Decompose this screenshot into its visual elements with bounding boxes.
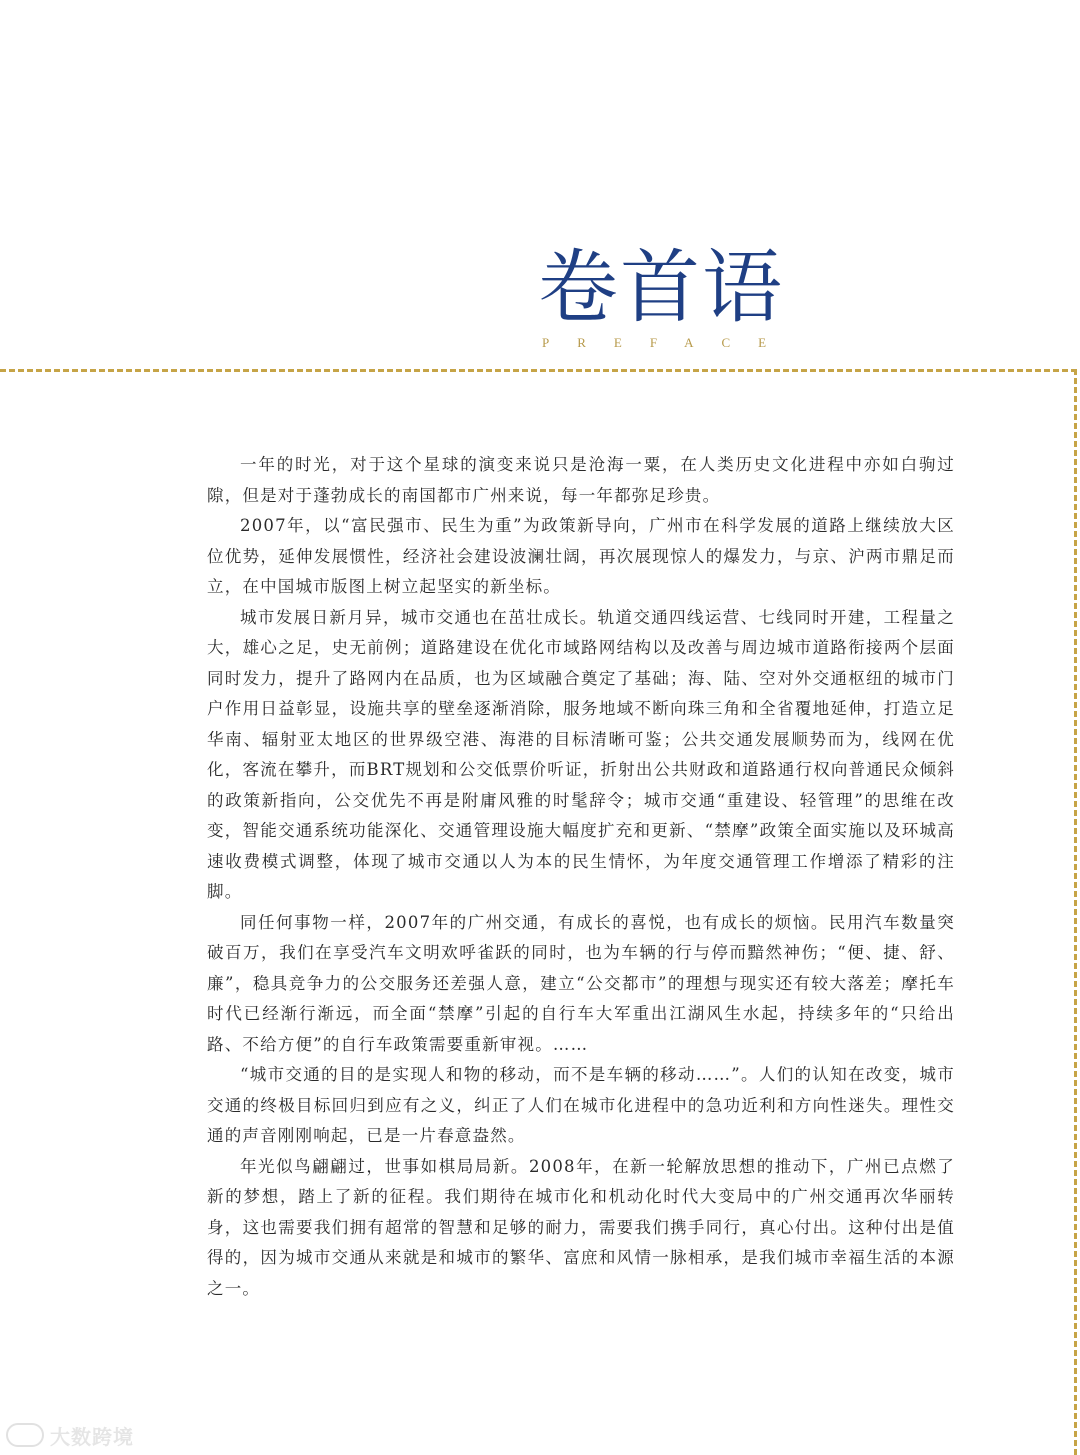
page-title: 卷首语 — [538, 241, 784, 334]
preface-body — [207, 450, 955, 1304]
paragraph: 一年的时光，对于这个星球的演变来说只是沧海一粟，在人类历史文化进程中亦如白驹过隙，但是对于蓬勃成长的南国都市广州来说，每一年都弥足珍贵。 — [207, 455, 955, 505]
watermark-logo-icon — [6, 1423, 44, 1447]
watermark-text: 大数跨境 — [50, 1424, 134, 1449]
dashed-frame-top — [0, 369, 1077, 372]
dashed-frame-right — [1074, 369, 1077, 1455]
paragraph: 同任何事物一样，2007年的广州交通，有成长的喜悦，也有成长的烦恼。民用汽车数量突破百万，我们在享受汽车文明欢呼雀跃的同时，也为车辆的行与停而黯然神伤；“便、捷、舒、廉”，稳具竞争力的公交服务还差强人意，建立“公交都市”的理想与现实还有较大落差；摩托车时代已经渐行渐远，而全面“禁摩”引起的自行车大军重出江湖风生水起，持续多年的“只给出路、不给方便”的自行车政策需要重新审视。…… — [207, 912, 955, 1054]
watermark — [6, 1420, 134, 1450]
page-subtitle: PREFACE — [542, 335, 795, 350]
paragraph: 年光似鸟翩翩过，世事如棋局局新。2008年，在新一轮解放思想的推动下，广州已点燃了新的梦想，踏上了新的征程。我们期待在城市化和机动化时代大变局中的广州交通再次华丽转身，这也需要我们拥有超常的智慧和足够的耐力，需要我们携手同行，真心付出。这种付出是值得的，因为城市交通从来就是和城市的繁华、富庶和风情一脉相承，是我们城市幸福生活的本源之一。 — [207, 1156, 955, 1298]
paragraph: 城市发展日新月异，城市交通也在茁壮成长。轨道交通四线运营、七线同时开建，工程量之大，雄心之足，史无前例；道路建设在优化市域路网结构以及改善与周边城市道路衔接两个层面同时发力，提升了路网内在品质，也为区域融合奠定了基础；海、陆、空对外交通枢纽的城市门户作用日益彰显，设施共享的壁垒逐渐消除，服务地域不断向珠三角和全省覆地延伸，打造立足华南、辐射亚太地区的世界级空港、海港的目标清晰可鉴；公共交通发展顺势而为，线网在优化，客流在攀升，而BRT规划和公交低票价听证，折射出公共财政和道路通行权向普通民众倾斜的政策新指向，公交优先不再是附庸风雅的时髦辞令；城市交通“重建设、轻管理”的思维在改变，智能交通系统功能深化、交通管理设施大幅度扩充和更新、“禁摩”政策全面实施以及环城高速收费模式调整，体现了城市交通以人为本的民生情怀，为年度交通管理工作增添了精彩的注脚。 — [207, 607, 955, 901]
paragraph: 2007年，以“富民强市、民生为重”为政策新导向，广州市在科学发展的道路上继续放大区位优势，延伸发展惯性，经济社会建设波澜壮阔，再次展现惊人的爆发力，与京、沪两市鼎足而立，在中国城市版图上树立起坚实的新坐标。 — [207, 516, 955, 596]
paragraph: “城市交通的目的是实现人和物的移动，而不是车辆的移动……”。人们的认知在改变，城市交通的终极目标回归到应有之义，纠正了人们在城市化进程中的急功近利和方向性迷失。理性交通的声音刚刚响起，已是一片春意盎然。 — [207, 1065, 955, 1145]
